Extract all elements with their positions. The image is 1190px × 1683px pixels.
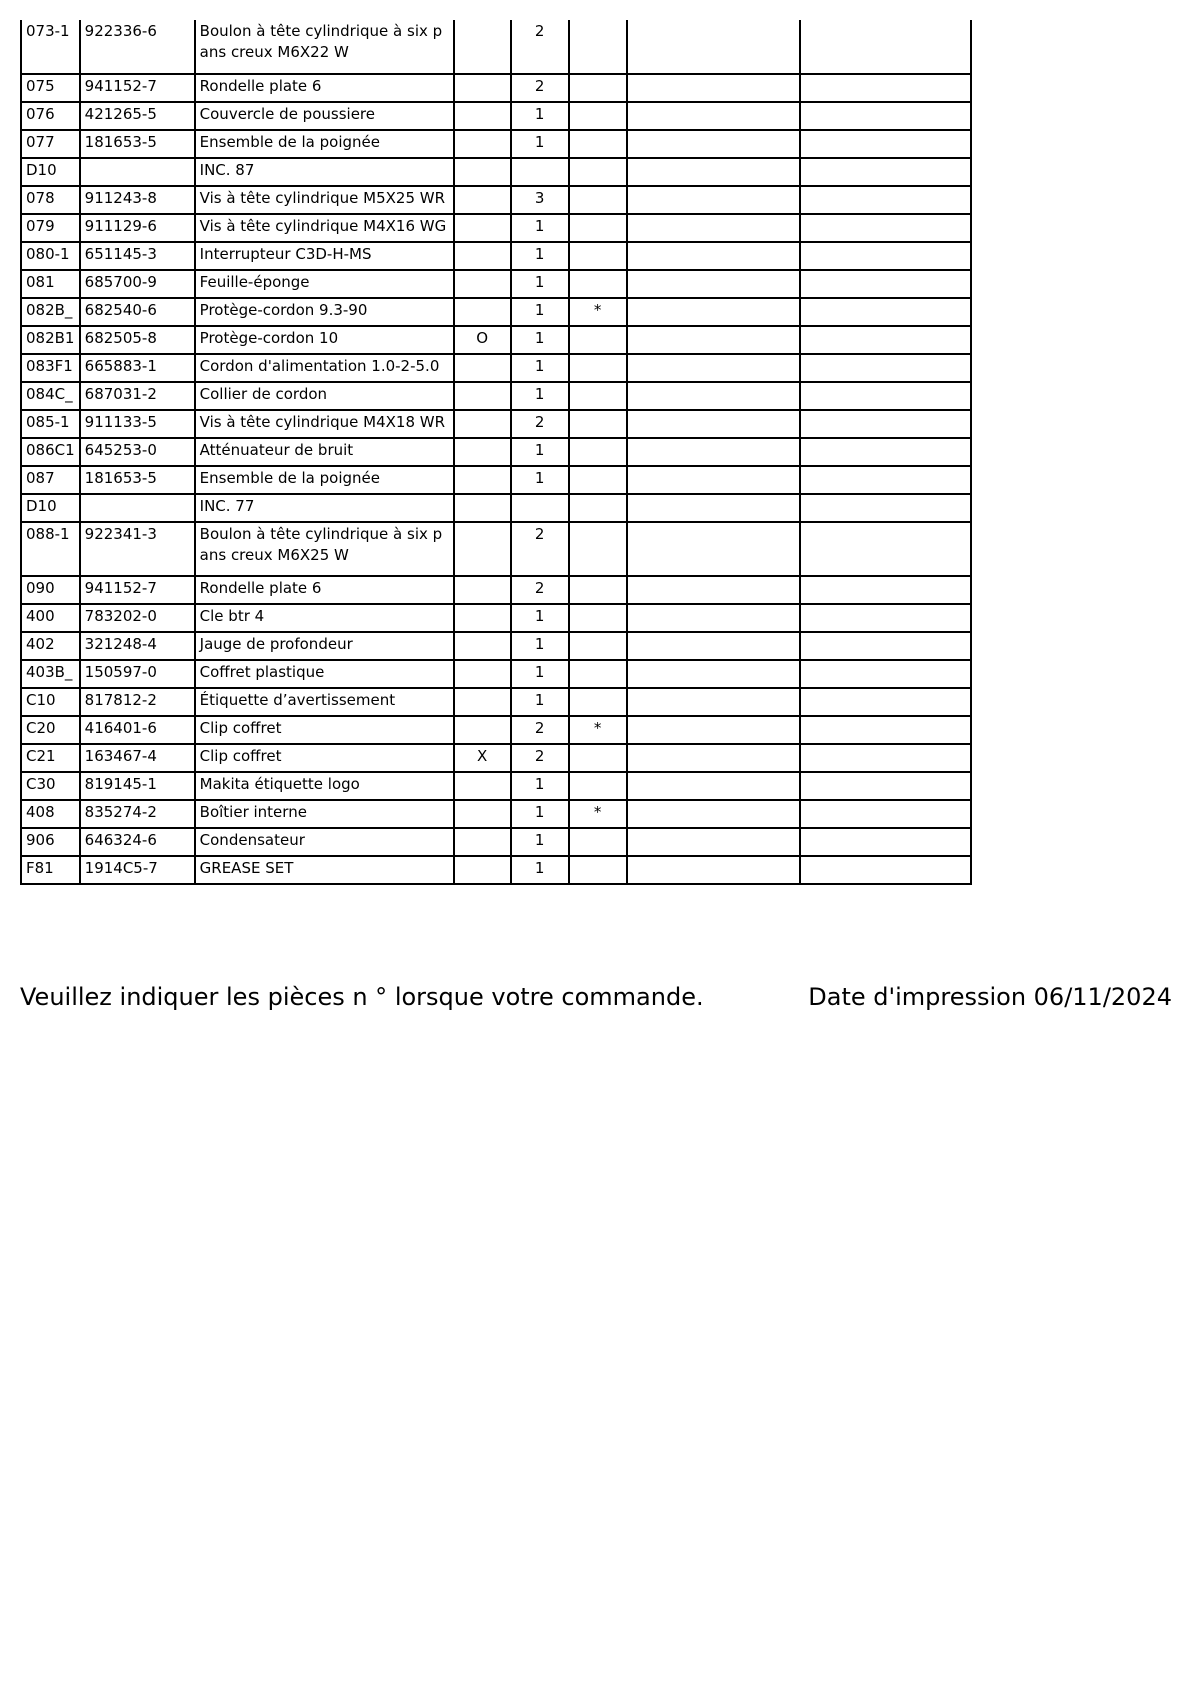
table-row <box>21 856 971 884</box>
part-number-cell: 181653-5 <box>80 466 195 494</box>
ref-cell: 082B_ <box>21 298 80 326</box>
part-number-cell: 835274-2 <box>80 800 195 828</box>
blank-cell <box>627 744 800 772</box>
table-row <box>21 688 971 716</box>
flag-cell <box>454 494 511 522</box>
quantity-cell: 1 <box>511 130 569 158</box>
quantity-cell: 1 <box>511 242 569 270</box>
description-cell: Boîtier interne <box>195 800 454 828</box>
part-number-cell: 163467-4 <box>80 744 195 772</box>
ref-cell: D10 <box>21 494 80 522</box>
blank-cell <box>800 354 971 382</box>
table-row <box>21 186 971 214</box>
note-cell <box>569 270 627 298</box>
blank-cell <box>627 632 800 660</box>
description-cell: Jauge de profondeur <box>195 632 454 660</box>
description-cell: Collier de cordon <box>195 382 454 410</box>
part-number-cell: 819145-1 <box>80 772 195 800</box>
blank-cell <box>800 158 971 186</box>
note-cell <box>569 522 627 576</box>
flag-cell <box>454 410 511 438</box>
quantity-cell: 2 <box>511 744 569 772</box>
part-number-cell: 817812-2 <box>80 688 195 716</box>
quantity-cell: 1 <box>511 772 569 800</box>
blank-cell <box>800 800 971 828</box>
description-cell: Vis à tête cylindrique M5X25 WR <box>195 186 454 214</box>
blank-cell <box>800 410 971 438</box>
note-cell <box>569 604 627 632</box>
quantity-cell: 1 <box>511 382 569 410</box>
note-cell <box>569 326 627 354</box>
blank-cell <box>800 604 971 632</box>
note-cell <box>569 354 627 382</box>
ref-cell: 402 <box>21 632 80 660</box>
note-cell <box>569 130 627 158</box>
order-instruction-note: Veuillez indiquer les pièces n ° lorsque votre commande. <box>20 983 704 1011</box>
note-cell <box>569 688 627 716</box>
quantity-cell: 2 <box>511 716 569 744</box>
blank-cell <box>627 660 800 688</box>
ref-cell: 087 <box>21 466 80 494</box>
quantity-cell: 1 <box>511 354 569 382</box>
blank-cell <box>800 522 971 576</box>
flag-cell <box>454 466 511 494</box>
quantity-cell: 1 <box>511 828 569 856</box>
blank-cell <box>800 214 971 242</box>
ref-cell: 403B_ <box>21 660 80 688</box>
quantity-cell: 1 <box>511 438 569 466</box>
table-row <box>21 130 971 158</box>
blank-cell <box>627 130 800 158</box>
table-row <box>21 828 971 856</box>
description-cell: Boulon à tête cylindrique à six pans creux M6X25 W <box>195 522 454 576</box>
blank-cell <box>627 382 800 410</box>
part-number-cell: 416401-6 <box>80 716 195 744</box>
blank-cell <box>800 298 971 326</box>
ref-cell: 083F1 <box>21 354 80 382</box>
note-cell: * <box>569 800 627 828</box>
blank-cell <box>800 716 971 744</box>
note-cell <box>569 632 627 660</box>
description-cell: Protège-cordon 9.3-90 <box>195 298 454 326</box>
flag-cell: X <box>454 744 511 772</box>
note-cell: * <box>569 298 627 326</box>
blank-cell <box>627 466 800 494</box>
description-cell: Étiquette d’avertissement <box>195 688 454 716</box>
blank-cell <box>800 270 971 298</box>
quantity-cell: 1 <box>511 632 569 660</box>
part-number-cell: 783202-0 <box>80 604 195 632</box>
flag-cell <box>454 242 511 270</box>
description-cell: Feuille-éponge <box>195 270 454 298</box>
ref-cell: 400 <box>21 604 80 632</box>
blank-cell <box>627 688 800 716</box>
quantity-cell: 1 <box>511 800 569 828</box>
flag-cell <box>454 298 511 326</box>
ref-cell: C10 <box>21 688 80 716</box>
table-row <box>21 20 971 74</box>
quantity-cell: 1 <box>511 466 569 494</box>
blank-cell <box>627 326 800 354</box>
quantity-cell: 1 <box>511 660 569 688</box>
blank-cell <box>627 438 800 466</box>
flag-cell: O <box>454 326 511 354</box>
quantity-cell: 1 <box>511 214 569 242</box>
note-cell <box>569 438 627 466</box>
flag-cell <box>454 20 511 74</box>
part-number-cell <box>80 158 195 186</box>
note-cell <box>569 214 627 242</box>
flag-cell <box>454 522 511 576</box>
note-cell <box>569 494 627 522</box>
blank-cell <box>627 186 800 214</box>
part-number-cell: 645253-0 <box>80 438 195 466</box>
description-cell: Ensemble de la poignée <box>195 466 454 494</box>
description-cell: Clip coffret <box>195 716 454 744</box>
quantity-cell <box>511 158 569 186</box>
quantity-cell: 1 <box>511 688 569 716</box>
note-cell <box>569 576 627 604</box>
blank-cell <box>800 326 971 354</box>
flag-cell <box>454 576 511 604</box>
flag-cell <box>454 102 511 130</box>
blank-cell <box>800 20 971 74</box>
part-number-cell: 665883-1 <box>80 354 195 382</box>
quantity-cell: 2 <box>511 74 569 102</box>
note-cell <box>569 382 627 410</box>
flag-cell <box>454 604 511 632</box>
description-cell: Protège-cordon 10 <box>195 326 454 354</box>
part-number-cell: 150597-0 <box>80 660 195 688</box>
blank-cell <box>800 772 971 800</box>
table-row <box>21 466 971 494</box>
description-cell: Makita étiquette logo <box>195 772 454 800</box>
ref-cell: C21 <box>21 744 80 772</box>
ref-cell: 075 <box>21 74 80 102</box>
blank-cell <box>627 354 800 382</box>
description-cell: Cordon d'alimentation 1.0-2-5.0 <box>195 354 454 382</box>
blank-cell <box>627 772 800 800</box>
blank-cell <box>800 828 971 856</box>
blank-cell <box>627 20 800 74</box>
description-cell: Vis à tête cylindrique M4X16 WG <box>195 214 454 242</box>
description-cell: Cle btr 4 <box>195 604 454 632</box>
quantity-cell: 2 <box>511 576 569 604</box>
blank-cell <box>800 74 971 102</box>
blank-cell <box>627 828 800 856</box>
quantity-cell: 1 <box>511 326 569 354</box>
blank-cell <box>627 102 800 130</box>
table-row <box>21 772 971 800</box>
note-cell: * <box>569 716 627 744</box>
ref-cell: 090 <box>21 576 80 604</box>
flag-cell <box>454 382 511 410</box>
ref-cell: F81 <box>21 856 80 884</box>
blank-cell <box>627 494 800 522</box>
ref-cell: 079 <box>21 214 80 242</box>
description-cell: GREASE SET <box>195 856 454 884</box>
part-number-cell: 685700-9 <box>80 270 195 298</box>
ref-cell: 081 <box>21 270 80 298</box>
part-number-cell: 1914C5-7 <box>80 856 195 884</box>
ref-cell: 078 <box>21 186 80 214</box>
blank-cell <box>627 242 800 270</box>
ref-cell: 408 <box>21 800 80 828</box>
blank-cell <box>627 158 800 186</box>
ref-cell: 080-1 <box>21 242 80 270</box>
description-cell: Rondelle plate 6 <box>195 576 454 604</box>
table-row <box>21 270 971 298</box>
table-row <box>21 576 971 604</box>
note-cell <box>569 158 627 186</box>
blank-cell <box>800 856 971 884</box>
blank-cell <box>800 632 971 660</box>
note-cell <box>569 74 627 102</box>
ref-cell: 084C_ <box>21 382 80 410</box>
table-row <box>21 522 971 576</box>
table-row <box>21 326 971 354</box>
description-cell: Boulon à tête cylindrique à six pans creux M6X22 W <box>195 20 454 74</box>
flag-cell <box>454 186 511 214</box>
blank-cell <box>800 186 971 214</box>
table-row <box>21 102 971 130</box>
ref-cell: 085-1 <box>21 410 80 438</box>
note-cell <box>569 772 627 800</box>
quantity-cell: 2 <box>511 522 569 576</box>
blank-cell <box>800 130 971 158</box>
description-cell: Vis à tête cylindrique M4X18 WR <box>195 410 454 438</box>
ref-cell: D10 <box>21 158 80 186</box>
flag-cell <box>454 354 511 382</box>
part-number-cell: 651145-3 <box>80 242 195 270</box>
table-row <box>21 410 971 438</box>
table-row <box>21 632 971 660</box>
ref-cell: 082B1 <box>21 326 80 354</box>
note-cell <box>569 102 627 130</box>
ref-cell: 088-1 <box>21 522 80 576</box>
blank-cell <box>627 716 800 744</box>
note-cell <box>569 744 627 772</box>
flag-cell <box>454 214 511 242</box>
part-number-cell <box>80 494 195 522</box>
ref-cell: 086C1 <box>21 438 80 466</box>
note-cell <box>569 828 627 856</box>
flag-cell <box>454 632 511 660</box>
blank-cell <box>800 688 971 716</box>
ref-cell: C20 <box>21 716 80 744</box>
parts-table-body <box>21 20 971 884</box>
table-row <box>21 158 971 186</box>
blank-cell <box>627 214 800 242</box>
flag-cell <box>454 772 511 800</box>
table-row <box>21 604 971 632</box>
note-cell <box>569 242 627 270</box>
blank-cell <box>800 576 971 604</box>
part-number-cell: 321248-4 <box>80 632 195 660</box>
blank-cell <box>627 856 800 884</box>
part-number-cell: 922336-6 <box>80 20 195 74</box>
note-cell <box>569 660 627 688</box>
description-cell: Coffret plastique <box>195 660 454 688</box>
description-cell: Rondelle plate 6 <box>195 74 454 102</box>
quantity-cell: 2 <box>511 20 569 74</box>
note-cell <box>569 410 627 438</box>
description-cell: Atténuateur de bruit <box>195 438 454 466</box>
table-row <box>21 214 971 242</box>
note-cell <box>569 20 627 74</box>
blank-cell <box>627 410 800 438</box>
blank-cell <box>800 494 971 522</box>
quantity-cell: 1 <box>511 298 569 326</box>
table-row <box>21 660 971 688</box>
blank-cell <box>627 576 800 604</box>
blank-cell <box>627 298 800 326</box>
blank-cell <box>627 74 800 102</box>
flag-cell <box>454 438 511 466</box>
flag-cell <box>454 716 511 744</box>
flag-cell <box>454 660 511 688</box>
table-row <box>21 298 971 326</box>
table-row <box>21 494 971 522</box>
part-number-cell: 682505-8 <box>80 326 195 354</box>
quantity-cell <box>511 494 569 522</box>
part-number-cell: 687031-2 <box>80 382 195 410</box>
quantity-cell: 2 <box>511 410 569 438</box>
blank-cell <box>800 102 971 130</box>
blank-cell <box>800 438 971 466</box>
table-row <box>21 744 971 772</box>
part-number-cell: 421265-5 <box>80 102 195 130</box>
quantity-cell: 1 <box>511 270 569 298</box>
quantity-cell: 1 <box>511 102 569 130</box>
blank-cell <box>627 270 800 298</box>
table-row <box>21 74 971 102</box>
quantity-cell: 1 <box>511 604 569 632</box>
flag-cell <box>454 130 511 158</box>
description-cell: INC. 77 <box>195 494 454 522</box>
quantity-cell: 3 <box>511 186 569 214</box>
blank-cell <box>800 744 971 772</box>
description-cell: Ensemble de la poignée <box>195 130 454 158</box>
parts-table <box>20 20 972 885</box>
ref-cell: 906 <box>21 828 80 856</box>
note-cell <box>569 466 627 494</box>
blank-cell <box>800 382 971 410</box>
table-row <box>21 800 971 828</box>
note-cell <box>569 186 627 214</box>
ref-cell: 076 <box>21 102 80 130</box>
description-cell: INC. 87 <box>195 158 454 186</box>
flag-cell <box>454 688 511 716</box>
table-row <box>21 382 971 410</box>
part-number-cell: 911133-5 <box>80 410 195 438</box>
table-row <box>21 354 971 382</box>
blank-cell <box>800 242 971 270</box>
ref-cell: 073-1 <box>21 20 80 74</box>
flag-cell <box>454 158 511 186</box>
blank-cell <box>800 660 971 688</box>
flag-cell <box>454 856 511 884</box>
part-number-cell: 181653-5 <box>80 130 195 158</box>
table-row <box>21 242 971 270</box>
part-number-cell: 911129-6 <box>80 214 195 242</box>
part-number-cell: 682540-6 <box>80 298 195 326</box>
ref-cell: C30 <box>21 772 80 800</box>
ref-cell: 077 <box>21 130 80 158</box>
blank-cell <box>627 522 800 576</box>
blank-cell <box>627 800 800 828</box>
quantity-cell: 1 <box>511 856 569 884</box>
part-number-cell: 911243-8 <box>80 186 195 214</box>
part-number-cell: 941152-7 <box>80 576 195 604</box>
description-cell: Couvercle de poussiere <box>195 102 454 130</box>
blank-cell <box>800 466 971 494</box>
table-row <box>21 716 971 744</box>
note-cell <box>569 856 627 884</box>
part-number-cell: 646324-6 <box>80 828 195 856</box>
blank-cell <box>627 604 800 632</box>
table-row <box>21 438 971 466</box>
part-number-cell: 922341-3 <box>80 522 195 576</box>
flag-cell <box>454 270 511 298</box>
description-cell: Interrupteur C3D-H-MS <box>195 242 454 270</box>
flag-cell <box>454 74 511 102</box>
description-cell: Clip coffret <box>195 744 454 772</box>
description-cell: Condensateur <box>195 828 454 856</box>
flag-cell <box>454 800 511 828</box>
part-number-cell: 941152-7 <box>80 74 195 102</box>
flag-cell <box>454 828 511 856</box>
print-date: Date d'impression 06/11/2024 <box>808 983 1172 1011</box>
